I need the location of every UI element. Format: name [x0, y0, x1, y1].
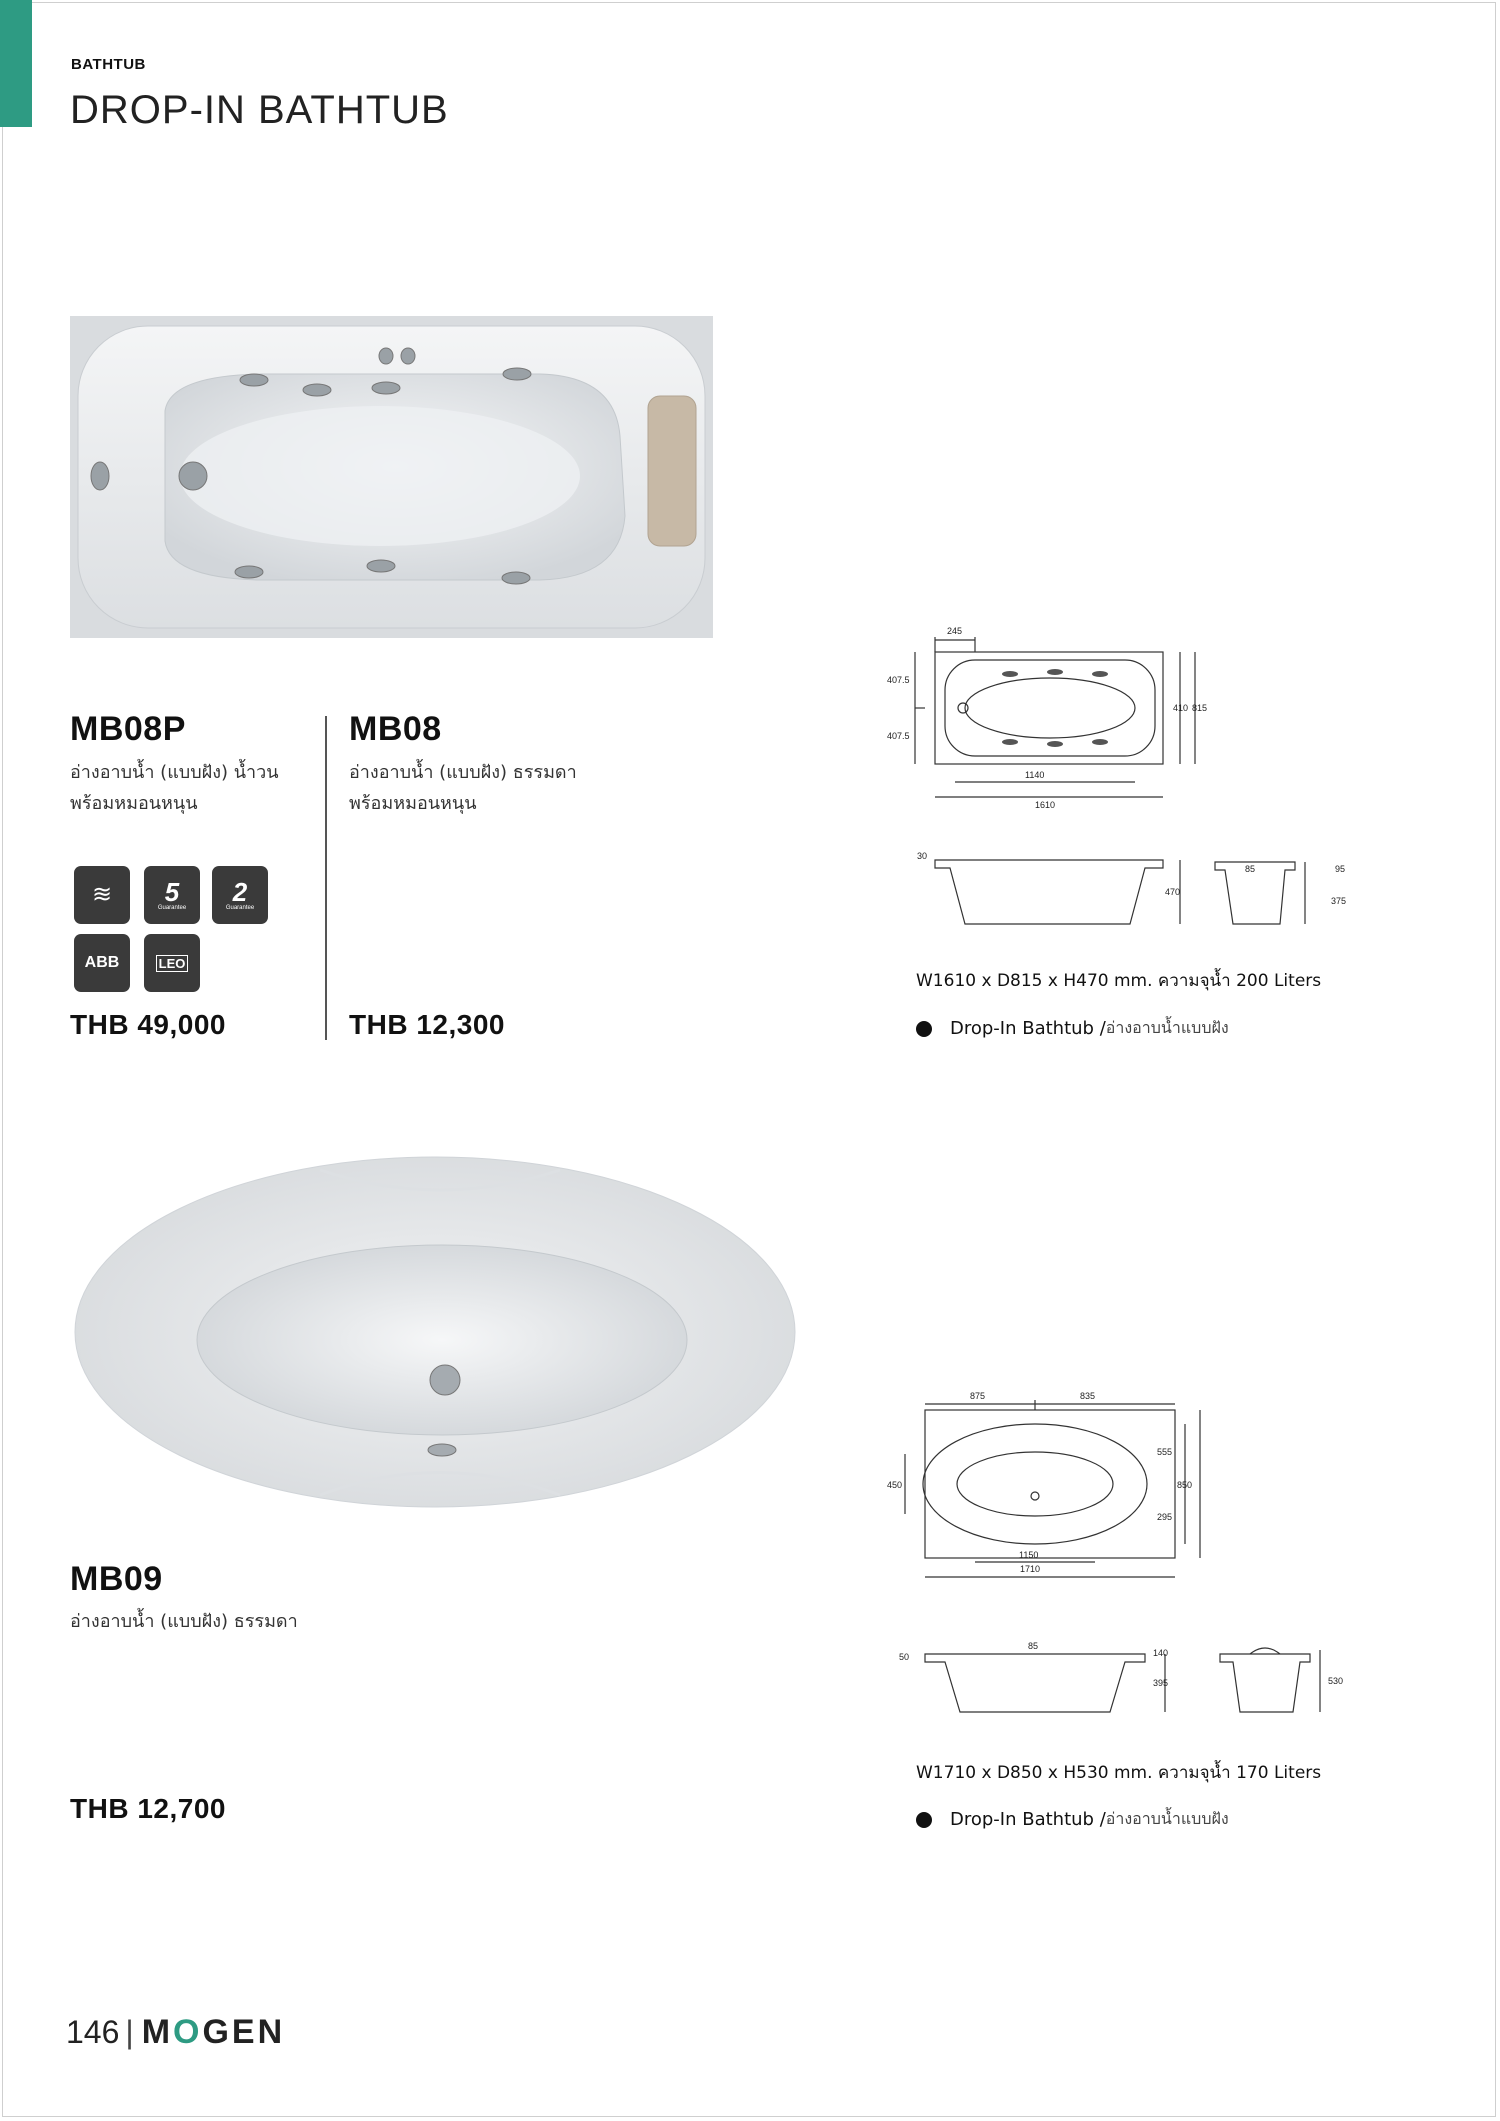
dim-470: 470 [1165, 887, 1181, 897]
page-title: DROP-IN BATHTUB [70, 88, 449, 132]
dim-407-5-top: 407.5 [887, 675, 910, 685]
category-label: BATHTUB [71, 56, 146, 73]
mb08p-photo [70, 316, 713, 638]
page-number: 146 [66, 2014, 120, 2050]
mb09-technical-drawing [887, 1391, 1365, 1722]
product-divider [325, 716, 327, 1040]
dim-395: 395 [1153, 1678, 1169, 1688]
mb09-type-th: อ่างอาบน้ำแบบฝัง [1105, 1809, 1229, 1828]
footer-separator: | [125, 2014, 134, 2050]
product-model-mb09: MB09 [70, 1560, 163, 1598]
dim-815: 815 [1192, 703, 1208, 713]
mb09-type-en: Drop-In Bathtub / [950, 1809, 1106, 1830]
mb08-type-en: Drop-In Bathtub / [950, 1018, 1106, 1039]
product-desc-mb08-line1: อ่างอาบน้ำ (แบบฝัง) ธรรมดา [349, 762, 577, 783]
product-desc-mb08p-line1: อ่างอาบน้ำ (แบบฝัง) น้ำวน [70, 762, 279, 783]
product-price-mb08p: THB 49,000 [70, 1009, 226, 1040]
product-desc-mb08-line2: พร้อมหมอนหนุน [349, 793, 477, 814]
product-model-mb08p: MB08P [70, 710, 186, 748]
dim-450: 450 [887, 1480, 903, 1490]
abb-badge [74, 934, 130, 992]
leo-badge [144, 934, 200, 992]
warranty-2-badge [212, 866, 268, 924]
dim-410: 410 [1173, 703, 1189, 713]
product-price-mb09: THB 12,700 [70, 1793, 226, 1824]
dim-835: 835 [1080, 1391, 1096, 1401]
dim-1140: 1140 [1025, 770, 1045, 780]
product-desc-mb08p-line2: พร้อมหมอนหนุน [70, 793, 198, 814]
whirlpool-icon: ≋ [91, 881, 113, 908]
abb-logo-text: ABB [84, 954, 120, 971]
dim-30: 30 [917, 851, 928, 861]
dim-50: 50 [899, 1652, 910, 1662]
whirlpool-badge [74, 866, 130, 924]
dim-1150: 1150 [1019, 1550, 1039, 1560]
leo-logo-text: LEO [156, 955, 189, 972]
brand-logo [142, 2013, 285, 2052]
page-footer [66, 2013, 285, 2052]
warranty-2-number: 2 [232, 876, 248, 907]
dim-875: 875 [970, 1391, 986, 1401]
dim-85: 85 [1245, 864, 1256, 874]
dim-375: 375 [1331, 896, 1347, 906]
brand-letter-o: O [173, 2013, 203, 2051]
dim-407-5-bottom: 407.5 [887, 731, 910, 741]
warranty-2-text: Guarantee [225, 904, 255, 911]
dim-1610: 1610 [1035, 800, 1056, 810]
dim-95: 95 [1335, 864, 1346, 874]
product-price-mb08: THB 12,300 [349, 1009, 505, 1040]
warranty-5-number: 5 [164, 876, 180, 907]
mb08-type-line [916, 1016, 1229, 1041]
dim-555: 555 [1157, 1447, 1173, 1457]
dim-530: 530 [1328, 1676, 1344, 1686]
mb09-type-line [916, 1807, 1229, 1832]
mb09-dimensions: W1710 x D850 x H530 mm. ความจุน้ำ 170 Liters [916, 1763, 1322, 1783]
warranty-5-text: Guarantee [157, 904, 187, 911]
dim-140: 140 [1153, 1648, 1169, 1658]
accent-bar [0, 0, 32, 127]
product-model-mb08: MB08 [349, 710, 442, 748]
dim-850: 850 [1177, 1480, 1193, 1490]
brand-letter-m: M [141, 2013, 174, 2051]
warranty-5-badge [144, 866, 200, 924]
dim-1710: 1710 [1020, 1564, 1041, 1574]
mb08-type-th: อ่างอาบน้ำแบบฝัง [1105, 1018, 1229, 1037]
mb09-photo [70, 1150, 800, 1515]
dim-295: 295 [1157, 1512, 1173, 1522]
bullet-icon [916, 1812, 932, 1828]
bullet-icon [916, 1021, 932, 1037]
dim-85: 85 [1028, 1641, 1039, 1651]
product-desc-mb09-line1: อ่างอาบน้ำ (แบบฝัง) ธรรมดา [70, 1611, 298, 1632]
mb08-dimensions: W1610 x D815 x H470 mm. ความจุน้ำ 200 Liters [916, 971, 1322, 991]
dim-245: 245 [947, 626, 963, 636]
brand-letters-rest: GEN [202, 2013, 286, 2051]
mb08-technical-drawing [887, 622, 1365, 932]
